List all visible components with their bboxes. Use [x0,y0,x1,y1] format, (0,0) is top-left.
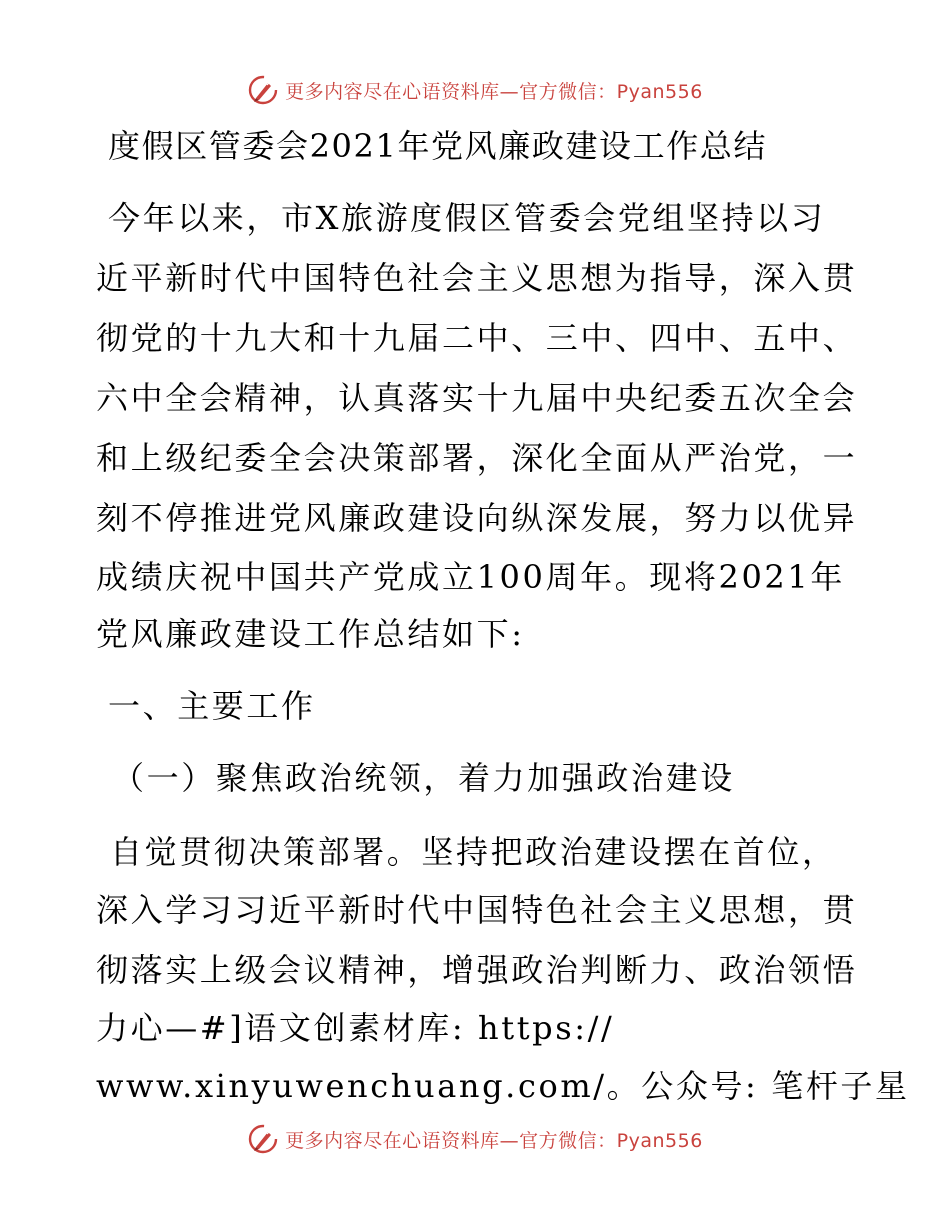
header-watermark-banner [0,70,950,110]
body-line-1: 自觉贯彻决策部署。坚持把政治建设摆在首位， [110,833,837,871]
intro-line-6: 刻不停推进党风廉政建设向纵深发展，努力以优异 [96,499,858,537]
body-line-3: 彻落实上级会议精神，增强政治判断力、政治领悟 [96,951,858,989]
footer-watermark-banner [0,1119,950,1159]
intro-line-8: 党风廉政建设工作总结如下: [96,615,525,653]
intro-line-3: 彻党的十九大和十九届二中、三中、四中、五中、 [96,319,858,357]
footer-watermark-text: 更多内容尽在心语资料库—官方微信：Pyan556 [285,1129,703,1152]
quill-logo-icon [247,1123,279,1155]
intro-line-1: 今年以来，市X旅游度假区管委会党组坚持以习 [108,199,826,237]
body-line-5: www.xinyuwenchuang.com/。公众号: 笔杆子星 [96,1067,910,1105]
quill-logo-icon [247,74,279,106]
intro-line-7: 成绩庆祝中国共产党成立100周年。现将2021年 [96,558,845,596]
body-line-2: 深入学习习近平新时代中国特色社会主义思想，贯 [96,891,858,929]
intro-line-2: 近平新时代中国特色社会主义思想为指导，深入贯 [96,259,858,297]
header-watermark-text: 更多内容尽在心语资料库—官方微信：Pyan556 [285,80,703,103]
body-line-4: 力心—#]语文创素材库: https:// [96,1009,615,1047]
section-heading: 一、主要工作 [108,687,316,725]
subsection-heading: （一）聚焦政治统领，着力加强政治建设 [112,759,735,797]
intro-line-4: 六中全会精神，认真落实十九届中央纪委五次全会 [96,379,858,417]
document-title: 度假区管委会2021年党风廉政建设工作总结 [108,127,768,165]
intro-line-5: 和上级纪委全会决策部署，深化全面从严治党，一 [96,439,858,477]
